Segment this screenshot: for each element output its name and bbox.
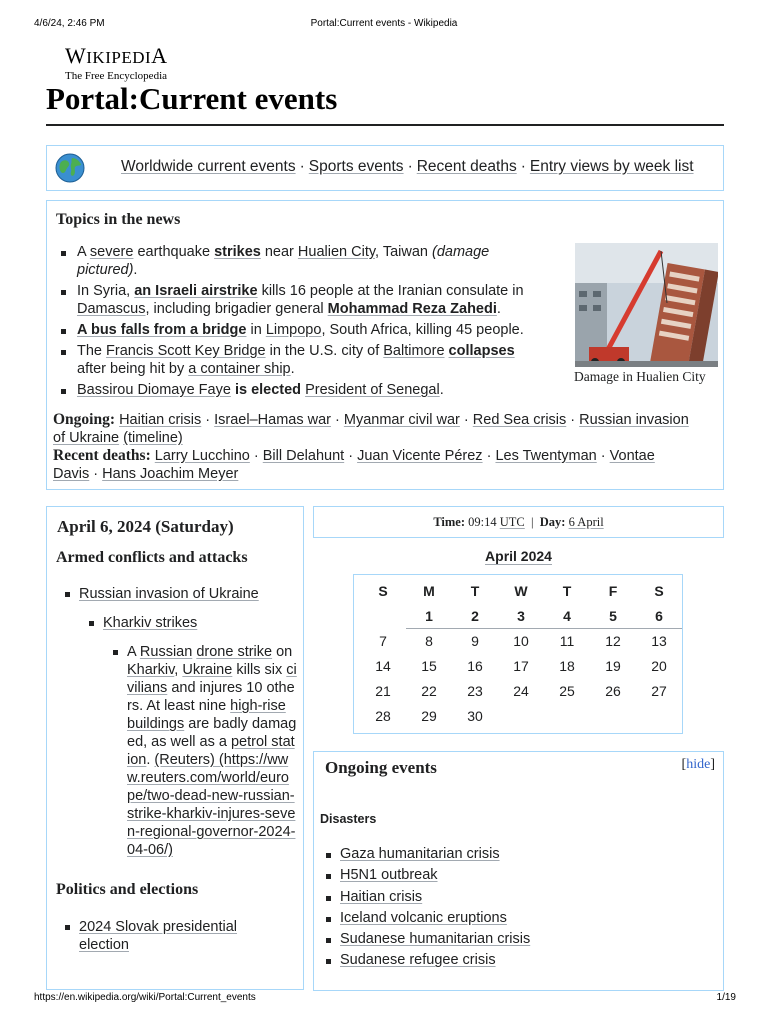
news-link[interactable]: Baltimore: [383, 343, 445, 359]
news-link[interactable]: President of Senegal: [305, 382, 440, 398]
print-datetime: 4/6/24, 2:46 PM: [34, 18, 105, 29]
disaster-link[interactable]: Sudanese refugee crisis: [340, 952, 496, 969]
globe-icon: [55, 153, 85, 183]
death-link[interactable]: Juan Vicente Pérez: [357, 448, 483, 464]
earthquake-damage-image[interactable]: [575, 243, 718, 367]
page-title: Portal:Current events: [46, 80, 724, 126]
news-link[interactable]: Damascus: [77, 301, 146, 317]
portal-nav-links: [121, 158, 694, 176]
reuters-source-link[interactable]: (Reuters) (https://www.reuters.com/world/europe/two-dead-new-russian-strike-kharkiv-injures-seven-regional-governor-2024-04-06/): [127, 752, 296, 858]
calendar-day[interactable]: 10: [513, 633, 529, 649]
calendar-day[interactable]: 18: [559, 658, 575, 674]
calendar-empty-cell: [498, 704, 544, 729]
calendar-weekday: S: [654, 583, 664, 599]
disaster-link[interactable]: H5N1 outbreak: [340, 867, 438, 884]
hide-toggle[interactable]: [hide]: [681, 757, 715, 772]
calendar-weekday: F: [608, 583, 618, 599]
disaster-link[interactable]: Haitian crisis: [340, 888, 423, 905]
russian-invasion-link[interactable]: Russian invasion of Ukraine: [79, 586, 259, 602]
death-link[interactable]: Larry Lucchino: [154, 448, 250, 464]
logo-wordmark: WIKIPEDIA: [65, 43, 168, 68]
time-day-bar: [313, 506, 724, 538]
nav-entry-views[interactable]: Entry views by week list: [529, 158, 694, 175]
calendar-day[interactable]: 4: [544, 604, 590, 629]
ongoing-events-box: [313, 751, 724, 991]
news-link[interactable]: collapses: [448, 343, 515, 359]
slovak-election-link[interactable]: 2024 Slovak presidential election: [79, 919, 237, 953]
ongoing-link[interactable]: Red Sea crisis: [472, 412, 567, 428]
calendar-empty-cell: [636, 704, 682, 729]
day-link[interactable]: 6 April: [568, 515, 604, 529]
politics-heading: Politics and elections: [56, 881, 199, 898]
list-item: [316, 887, 530, 908]
list-item: [316, 929, 530, 950]
calendar-day[interactable]: 21: [375, 683, 391, 699]
politics-list: [55, 918, 265, 954]
topics-heading: Topics in the news: [56, 211, 181, 228]
list-item: [55, 918, 265, 954]
day-label: Day:: [539, 515, 566, 529]
news-link[interactable]: Francis Scott Key Bridge: [106, 343, 266, 359]
calendar-day[interactable]: 5: [590, 604, 636, 629]
calendar-day[interactable]: 2: [452, 604, 498, 629]
ongoing-link[interactable]: Haitian crisis: [119, 412, 202, 428]
nav-separator: ·: [299, 158, 305, 175]
day-events-box: [46, 506, 304, 990]
nav-separator: ·: [520, 158, 526, 175]
calendar-day[interactable]: 3: [498, 604, 544, 629]
calendar-empty-cell: [360, 604, 406, 629]
list-item: [79, 614, 295, 632]
news-list: [47, 243, 547, 402]
wikipedia-logo[interactable]: [65, 44, 168, 83]
ongoing-timeline-link[interactable]: (timeline): [123, 430, 183, 446]
ongoing-line: Ongoing: Haitian crisis · Israel–Hamas war · Myanmar civil war · Red Sea crisis · Russian invasion of Ukraine (timeline): [53, 411, 689, 446]
calendar-day[interactable]: 28: [375, 708, 391, 724]
calendar-day[interactable]: 16: [467, 658, 483, 674]
list-item: [55, 585, 295, 603]
calendar-title[interactable]: April 2024: [485, 548, 552, 564]
death-link[interactable]: Les Twentyman: [495, 448, 597, 464]
news-item-syria: In Syria, an Israeli airstrike kills 16 people at the Iranian consulate in Damascus, including brigadier general Mohammad Reza Zahedi.: [47, 282, 547, 318]
calendar-day[interactable]: 15: [421, 658, 437, 674]
calendar-day[interactable]: 29: [421, 708, 437, 724]
death-link[interactable]: Bill Delahunt: [262, 448, 345, 464]
recent-deaths-line: Recent deaths: Larry Lucchino · Bill Delahunt · Juan Vicente Pérez · Les Twentyman · Vontae Davis · Hans Joachim Meyer: [53, 447, 655, 482]
nav-recent-deaths[interactable]: Recent deaths: [416, 158, 517, 175]
calendar-day[interactable]: 19: [605, 658, 621, 674]
calendar-day[interactable]: 30: [467, 708, 483, 724]
calendar-empty-cell: [590, 704, 636, 729]
print-url: https://en.wikipedia.org/wiki/Portal:Current_events: [34, 992, 256, 1003]
portal-nav-box: [46, 145, 724, 191]
calendar-day[interactable]: 9: [471, 633, 479, 649]
calendar-day[interactable]: 27: [651, 683, 667, 699]
kharkiv-strikes-link[interactable]: Kharkiv strikes: [103, 615, 198, 631]
list-item: [316, 865, 530, 886]
news-link[interactable]: Hualien City: [297, 244, 376, 260]
news-link[interactable]: Bassirou Diomaye Faye: [77, 382, 231, 398]
ongoing-link[interactable]: Russian invasion of Ukraine: [53, 412, 689, 446]
calendar-day[interactable]: 24: [513, 683, 529, 699]
logo-tagline: The Free Encyclopedia: [65, 70, 168, 82]
news-link[interactable]: A bus falls from a bridge: [77, 322, 247, 338]
ongoing-label: Ongoing: [53, 411, 110, 428]
time-value: 09:14: [468, 515, 497, 529]
disasters-list: [316, 844, 530, 972]
disaster-link[interactable]: Gaza humanitarian crisis: [340, 846, 500, 862]
news-link[interactable]: a container ship: [188, 361, 291, 377]
calendar: [353, 574, 683, 734]
event-link[interactable]: Russian: [139, 644, 193, 660]
nav-separator: ·: [407, 158, 413, 175]
recent-deaths-label: Recent deaths: [53, 447, 146, 464]
death-link[interactable]: Vontae Davis: [53, 448, 655, 482]
event-link[interactable]: high-rise buildings: [127, 698, 286, 732]
print-doc-title: Portal:Current events - Wikipedia: [310, 18, 458, 29]
event-link[interactable]: civilians: [127, 662, 297, 696]
disaster-link[interactable]: Sudanese humanitarian crisis: [340, 931, 531, 948]
event-link[interactable]: Kharkiv: [127, 662, 175, 678]
calendar-grid: [360, 579, 682, 729]
ongoing-and-deaths: [53, 411, 693, 483]
calendar-day[interactable]: 8: [425, 633, 433, 649]
ongoing-link[interactable]: Israel–Hamas war: [214, 412, 331, 428]
news-link[interactable]: strikes: [214, 244, 261, 260]
print-page-number: 1/19: [716, 992, 736, 1003]
utc-link[interactable]: UTC: [499, 515, 525, 529]
hide-link[interactable]: hide: [686, 757, 711, 772]
calendar-day[interactable]: 17: [513, 658, 529, 674]
calendar-weekday: W: [514, 583, 528, 599]
calendar-day[interactable]: 1: [406, 604, 452, 629]
list-item: [316, 908, 530, 929]
news-item-earthquake: A severe earthquake strikes near Hualien City, Taiwan (damage pictured).: [47, 243, 547, 279]
news-link[interactable]: Mohammad Reza Zahedi: [327, 301, 497, 317]
calendar-day[interactable]: 23: [467, 683, 483, 699]
calendar-day[interactable]: 11: [559, 633, 575, 649]
news-link[interactable]: severe: [89, 244, 134, 260]
list-item: A Russian drone strike on Kharkiv, Ukraine kills six civilians and injures 10 others. At least nine high-rise buildings are badly damaged, as well as a petrol station. (Reuters) (https://www.reuters.com/world/europe/two-dead-new-russian-strike-kharkiv-injures-seven-regional-governor-2024-04-06/): [103, 643, 297, 859]
calendar-weekday: S: [378, 583, 388, 599]
calendar-day[interactable]: 13: [651, 633, 667, 649]
disasters-heading: Disasters: [320, 812, 377, 826]
death-link[interactable]: Hans Joachim Meyer: [102, 466, 239, 482]
calendar-weekday: T: [470, 583, 480, 599]
nav-sports-events[interactable]: Sports events: [308, 158, 404, 175]
armed-list-l1: [55, 585, 295, 603]
calendar-day[interactable]: 7: [379, 633, 387, 649]
calendar-day[interactable]: 22: [421, 683, 437, 699]
day-date-heading: April 6, 2024 (Saturday): [57, 517, 234, 536]
armed-list-l3: [103, 643, 297, 859]
news-item-senegal: Bassirou Diomaye Faye is elected President of Senegal.: [47, 381, 547, 399]
event-link[interactable]: drone strike: [196, 644, 273, 660]
calendar-day[interactable]: 25: [559, 683, 575, 699]
image-caption: Damage in Hualien City: [574, 369, 706, 384]
nav-worldwide-current-events[interactable]: Worldwide current events: [121, 158, 296, 175]
calendar-weekday: M: [423, 583, 435, 599]
calendar-day[interactable]: 6: [636, 604, 682, 629]
ongoing-events-heading: Ongoing events: [325, 758, 437, 777]
armed-conflicts-heading: Armed conflicts and attacks: [56, 549, 248, 566]
calendar-day[interactable]: 12: [605, 633, 621, 649]
calendar-day[interactable]: 26: [605, 683, 621, 699]
calendar-weekday: T: [562, 583, 572, 599]
calendar-day[interactable]: 14: [375, 658, 391, 674]
news-link[interactable]: an Israeli airstrike: [134, 283, 258, 299]
calendar-day[interactable]: 20: [651, 658, 667, 674]
news-link[interactable]: Limpopo: [265, 322, 322, 338]
armed-list-l2: [79, 614, 295, 632]
time-label: Time:: [433, 515, 466, 529]
topics-in-the-news-box: [46, 200, 724, 490]
time-separator: |: [531, 515, 534, 529]
list-item: [316, 950, 530, 971]
ongoing-link[interactable]: Myanmar civil war: [343, 412, 460, 428]
disaster-link[interactable]: Iceland volcanic eruptions: [340, 909, 507, 926]
event-link[interactable]: petrol station: [127, 734, 295, 768]
news-item-bridge: The Francis Scott Key Bridge in the U.S. city of Baltimore collapses after being hit by a container ship.: [47, 342, 547, 378]
list-item: [316, 844, 530, 865]
event-link[interactable]: Ukraine: [182, 662, 233, 678]
calendar-empty-cell: [544, 704, 590, 729]
news-item-bus: A bus falls from a bridge in Limpopo, South Africa, killing 45 people.: [47, 321, 547, 339]
